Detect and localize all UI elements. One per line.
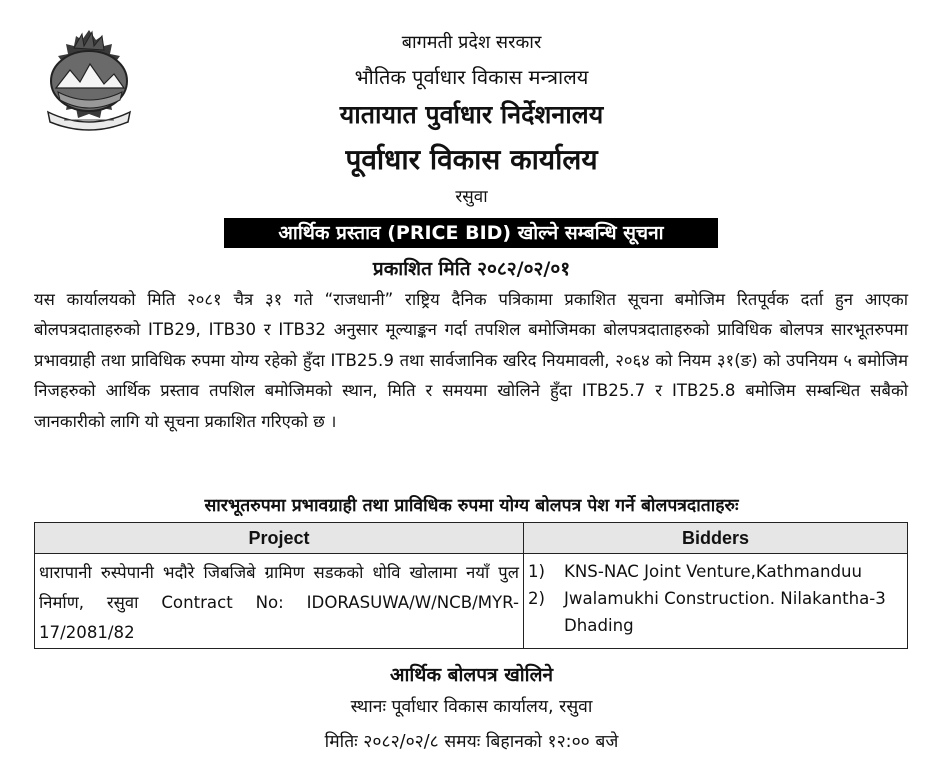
opening-datetime: मितिः २०८२/०२/८ समयः बिहानको १२:०० बजे: [324, 732, 619, 752]
published-date: प्रकाशित मिति २०८२/०२/०१: [372, 258, 571, 280]
bidder-name: Jwalamukhi Construction. Nilakantha-3 Dhading: [564, 589, 886, 635]
project-cell: धारापानी रुस्पेपानी भदौरे जिबजिबे ग्रामिण सडकको धोवि खोलामा नयाँ पुल निर्माण, रसुवा Contract No: IDORASUWA/W/NCB/MYR-17/2081/82: [35, 554, 524, 649]
notice-body: यस कार्यालयको मिति २०८१ चैत्र ३१ गते “राजधानी” राष्ट्रिय दैनिक पत्रिकामा प्रकाशित सूचना बमोजिम रितपूर्वक दर्ता हुन आएका बोलपत्रदाताहरुको ITB29, ITB30 र ITB32 अनुसार मूल्याङ्कन गर्दा तपशिल बमोजिमका बोलपत्रदाताहरुको प्राविधिक बोलपत्र सारभूतरुपमा प्रभावग्राही तथा प्राविधिक रुपमा योग्य रहेको हुँदा ITB25.9 तथा सार्वजानिक खरिद नियमावली, २०६४ को नियम ३१(ङ) को उपनियम ५ बमोजिम निजहरुको आर्थिक प्रस्ताव तपशिल बमोजिमको स्थान, मिति र समयमा खोलिने हुँदा ITB25.7 र ITB25.8 बमोजिम सम्बन्धित सबैको जानकारीको लागि यो सूचना प्रकाशित गरिएको छ ।: [34, 290, 908, 431]
opening-place: स्थानः पूर्वाधार विकास कार्यालय, रसुवा: [350, 697, 593, 717]
bidder-name: KNS-NAC Joint Venture,Kathmanduu: [564, 562, 863, 581]
office-name: पूर्वाधार विकास कार्यालय: [345, 143, 598, 176]
bidders-table-heading: सारभूतरुपमा प्रभावग्राही तथा प्राविधिक रुपमा योग्य बोलपत्र पेश गर्ने बोलपत्रदाताहरुः: [204, 496, 739, 516]
bidder-number: 2): [528, 589, 546, 608]
bidders-list: [528, 558, 903, 639]
table-row: [35, 554, 908, 649]
province-government: बागमती प्रदेश सरकार: [401, 32, 542, 53]
table-header-row: [35, 523, 908, 554]
bidders-cell: [524, 554, 908, 649]
bidders-column-header: Bidders: [524, 523, 908, 554]
bidders-table: [34, 522, 908, 649]
ministry-name: भौतिक पूर्वाधार विकास मन्त्रालय: [354, 65, 589, 89]
bidder-number: 1): [528, 562, 546, 581]
directorate-name: यातायात पुर्वाधार निर्देशनालय: [339, 100, 604, 129]
office-location: रसुवा: [455, 187, 488, 207]
project-column-header: Project: [35, 523, 524, 554]
notice-title: आर्थिक प्रस्ताव (PRICE BID) खोल्ने सम्बन्धि सूचना: [224, 218, 718, 248]
list-item: [528, 585, 903, 639]
list-item: [528, 558, 903, 585]
opening-heading: आर्थिक बोलपत्र खोलिने: [389, 664, 554, 686]
